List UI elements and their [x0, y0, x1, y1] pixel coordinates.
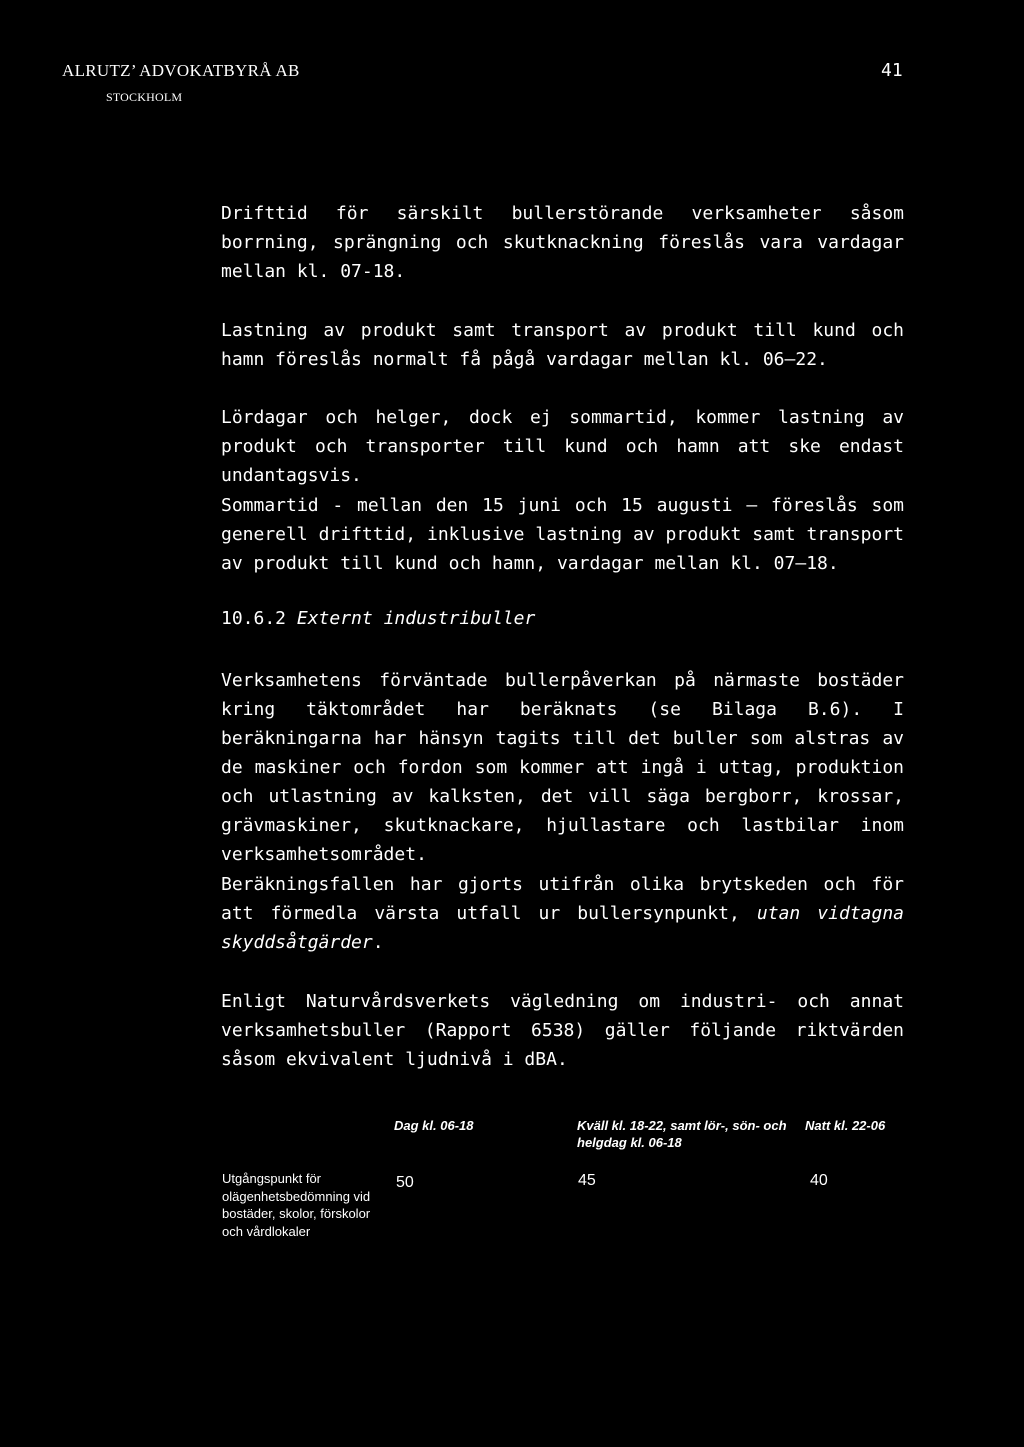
paragraph-drifttid: Drifttid för särskilt bullerstörande verksamheter såsom borrning, sprängning och skutknackning föreslås vara vardagar mellan kl. 07-18. [221, 203, 904, 282]
paragraph-helger: Lördagar och helger, dock ej sommartid, kommer lastning av produkt och transporter till kund och hamn att ske endast undantagsvis. [221, 407, 904, 486]
column-header-evening: Kväll kl. 18-22, samt lör-, sön- och helgdag kl. 06-18 [577, 1118, 787, 1150]
value-day: 50 [396, 1174, 414, 1191]
row-label: Utgångspunkt för olägenhetsbedömning vid bostäder, skolor, förskolor och vårdlokaler [222, 1171, 371, 1239]
paragraph-berakningsfall-end: . [372, 932, 384, 953]
firm-name: ALRUTZ’ ADVOKATBYRÅ AB [62, 61, 300, 80]
section-heading [221, 608, 535, 629]
section-title: Externt industribuller [296, 608, 536, 629]
value-night: 40 [810, 1172, 828, 1189]
paragraph-lastning: Lastning av produkt samt transport av produkt till kund och hamn föreslås normalt få pågå vardagar mellan kl. 06—22. [221, 320, 904, 370]
paragraph-bullerpaverkan: Verksamhetens förväntade bullerpåverkan på närmaste bostäder kring täktområdet har beräknats (se Bilaga B.6). I beräkningarna har hänsyn tagits till det buller som alstras av de maskiner och fordon som kommer att ingå i uttag, produktion och utlastning av kalksten, det vill säga bergborr, krossar, grävmaskiner, skutknackare, hjullastare och lastbilar inom verksamhetsområdet. [221, 670, 904, 865]
paragraph-sommartid: Sommartid - mellan den 15 juni och 15 augusti — föreslås som generell drifttid, inklusive lastning av produkt samt transport av produkt till kund och hamn, vardagar mellan kl. 07—18. [221, 495, 904, 574]
page-number: 41 [881, 60, 903, 81]
paragraph-berakningsfall [221, 870, 904, 957]
column-header-night: Natt kl. 22-06 [805, 1118, 886, 1133]
value-evening: 45 [578, 1172, 596, 1189]
firm-city: STOCKHOLM [106, 90, 183, 104]
paragraph-berakningsfall-emphasis: utan vidtagna skyddsåtgärder [221, 903, 905, 953]
column-header-day: Dag kl. 06-18 [394, 1118, 474, 1133]
section-number: 10.6.2 [221, 608, 287, 629]
paragraph-berakningsfall-text: Beräkningsfallen har gjorts utifrån olika brytskeden och för att förmedla värsta utfall ur bullersynpunkt, [221, 874, 904, 924]
paragraph-riktvarden: Enligt Naturvårdsverkets vägledning om industri- och annat verksamhetsbuller (Rapport 6538) gäller följande riktvärden såsom ekvivalent ljudnivå i dBA. [221, 991, 904, 1070]
